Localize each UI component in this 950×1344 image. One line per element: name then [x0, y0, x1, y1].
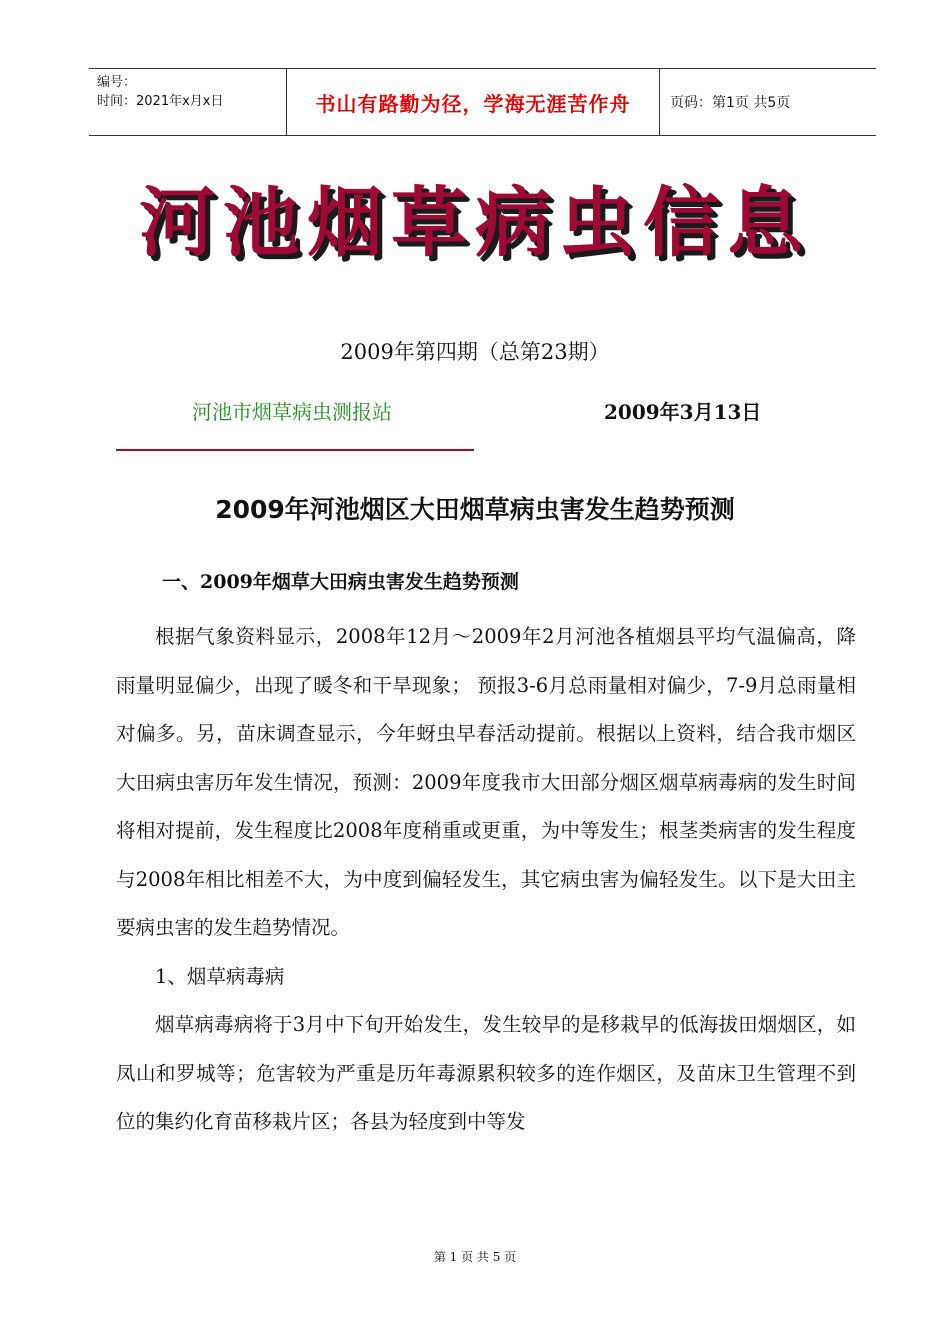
publish-date: 2009年3月13日 — [604, 400, 762, 424]
header-table — [89, 68, 876, 136]
header-motto-cell — [287, 69, 660, 135]
divider-line — [116, 449, 474, 451]
article-title: 2009年河池烟区大田烟草病虫害发生趋势预测 — [215, 495, 735, 524]
header-meta-cell — [89, 69, 287, 135]
header-page-cell — [660, 69, 876, 135]
masthead-title: 河池烟草病虫信息 — [139, 178, 811, 267]
page-footer: 第 1 页 共 5 页 — [433, 1250, 517, 1264]
article-body — [116, 613, 856, 1147]
section-heading: 一、2009年烟草大田病虫害发生趋势预测 — [162, 571, 519, 593]
motto-text: 书山有路勤为径，学海无涯苦作舟 — [315, 91, 631, 116]
subheading: 1、烟草病毒病 — [155, 964, 285, 988]
code-label: 编号： — [97, 75, 137, 90]
page-info: 页码：第1页 共5页 — [670, 95, 791, 111]
station-name: 河池市烟草病虫测报站 — [192, 400, 392, 424]
paragraph: 根据气象资料显示，2008年12月～2009年2月河池各植烟县平均气温偏高，降雨量明显偏少，出现了暖冬和干旱现象； 预报3-6月总雨量相对偏少，7-9月总雨量相对偏多。另，苗床调查显示，今年蚜虫早春活动提前。根据以上资料，结合我市烟区大田病虫害历年发生情况，预测：2009年度我市大田部分烟区烟草病毒病的发生时间将相对提前，发生程度比2008年度稍重或更重，为中等发生；根茎类病害的发生程度与2008年相比相差不大，为中度到偏轻发生，其它病虫害为偏轻发生。以下是大田主要病虫害的发生趋势情况。 — [116, 625, 856, 939]
time-label: 时间：2021年x月x日 — [97, 94, 224, 109]
paragraph: 烟草病毒病将于3月中下旬开始发生，发生较早的是移栽早的低海拔田烟烟区，如凤山和罗城等；危害较为严重是历年毒源累积较多的连作烟区，及苗床卫生管理不到位的集约化育苗移栽片区；各县为轻度到中等发 — [116, 1013, 856, 1133]
issue-number: 2009年第四期（总第23期） — [340, 340, 610, 364]
